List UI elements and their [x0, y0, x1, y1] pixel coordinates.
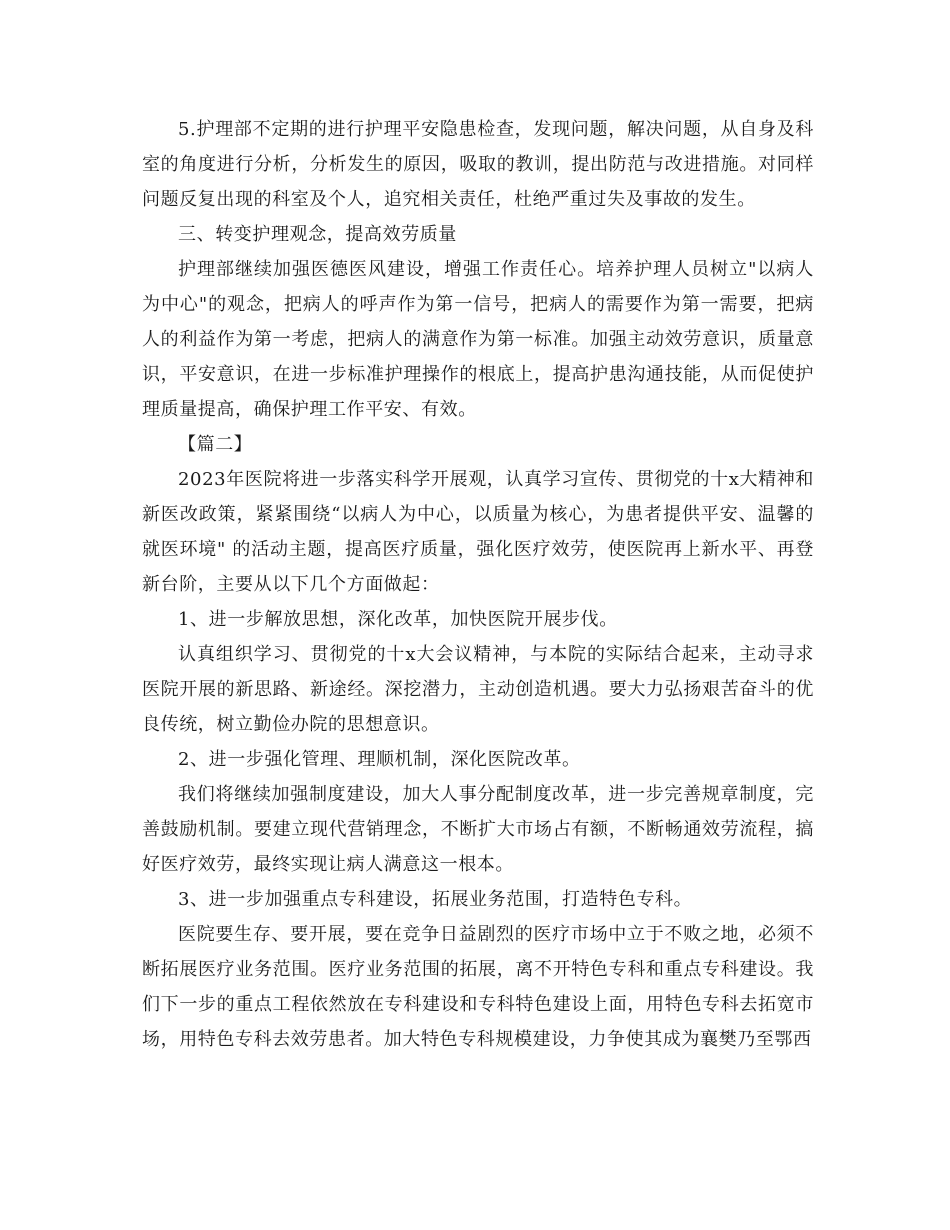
- paragraph-safety-inspection: 5.护理部不定期的进行护理平安隐患检查，发现问题，解决问题，从自身及科室的角度进行分析，分析发生的原因，吸取的教训，提出防范与改进措施。对同样问题反复出现的科室及个人，追究相关责任，杜绝严重过失及事故的发生。: [142, 119, 814, 210]
- heading-section-three: 三、转变护理观念，提高效劳质量: [178, 224, 457, 245]
- paragraph-nursing-concept: 护理部继续加强医德医风建设，增强工作责任心。培养护理人员树立"以病人为中心"的观念，把病人的呼声作为第一信号，把病人的需要作为第一需要，把病人的利益作为第一考虑，把病人的满意作为第一标准。加强主动效劳意识，质量意识，平安意识，在进一步标准护理操作的根底上，提高护患沟通技能，从而促使护理质量提高，确保护理工作平安、有效。: [142, 259, 814, 420]
- paragraph-item-two-body: 我们将继续加强制度建设，加大人事分配制度改革，进一步完善规章制度，完善鼓励机制。要建立现代营销理念，不断扩大市场占有额，不断畅通效劳流程，搞好医疗效劳，最终实现让病人满意这一根本。: [142, 784, 814, 875]
- heading-item-three: 3、进一步加强重点专科建设，拓展业务范围，打造特色专科。: [178, 889, 693, 910]
- paragraph-item-one-body: 认真组织学习、贯彻党的十x大会议精神，与本院的实际结合起来，主动寻求医院开展的新思路、新途经。深挖潜力，主动创造机遇。要大力弘扬艰苦奋斗的优良传统，树立勤俭办院的思想意识。: [142, 644, 814, 735]
- heading-item-two: 2、进一步强化管理、理顺机制，深化医院改革。: [178, 749, 581, 770]
- heading-item-one: 1、进一步解放思想，深化改革，加快医院开展步伐。: [178, 609, 618, 630]
- document-body: [142, 112, 814, 1057]
- heading-part-two: 【篇二】: [178, 434, 253, 455]
- paragraph-2023-plan-intro: 2023年医院将进一步落实科学开展观，认真学习宣传、贯彻党的十x大精神和新医改政策，紧紧围绕“以病人为中心，以质量为核心，为患者提供平安、温馨的就医环境" 的活动主题，提高医疗质量，强化医疗效劳，使医院再上新水平、再登新台阶，主要从以下几个方面做起：: [142, 469, 814, 595]
- paragraph-item-three-body: 医院要生存、要开展，要在竞争日益剧烈的医疗市场中立于不败之地，必须不断拓展医疗业务范围。医疗业务范围的拓展，离不开特色专科和重点专科建设。我们下一步的重点工程依然放在专科建设和专科特色建设上面，用特色专科去拓宽市场，用特色专科去效劳患者。加大特色专科规模建设，力争使其成为襄樊乃至鄂西: [142, 924, 814, 1050]
